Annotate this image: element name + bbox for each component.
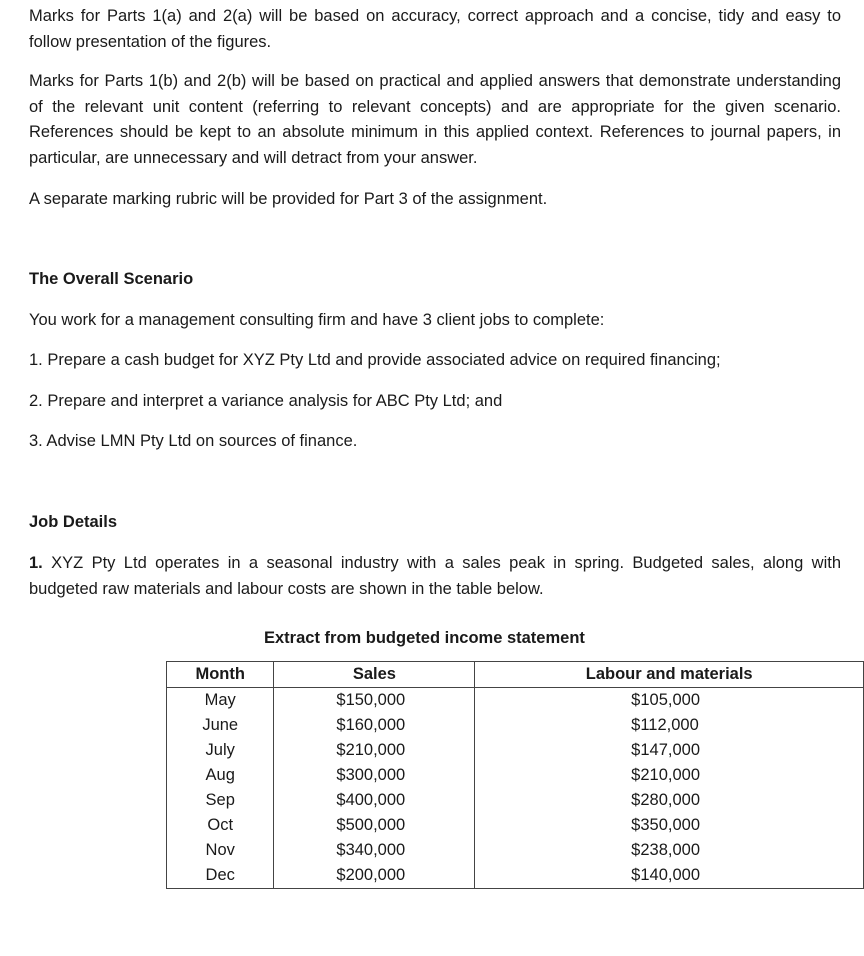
list-item: 2. Prepare and interpret a variance analysis for ABC Pty Ltd; and	[29, 391, 503, 410]
header-labour: Labour and materials	[475, 662, 864, 688]
table-row	[167, 763, 864, 788]
cell-sales	[274, 788, 475, 813]
marks-paragraph-2: Marks for Parts 1(b) and 2(b) will be based on practical and applied answers that demonstrate understanding of the relevant unit content (referring to relevant concepts) and are appropriate for the given scenario. References should be kept to an absolute minimum in this applied context. References to journal papers, in particular, are unnecessary and will detract from your answer.	[29, 72, 841, 167]
labour-value: $350,000	[631, 816, 700, 834]
sales-value: $340,000	[336, 841, 406, 859]
sales-value: $210,000	[336, 741, 406, 759]
table-header-row	[167, 662, 864, 688]
cell-sales	[274, 688, 475, 714]
labour-value: $112,000	[631, 716, 699, 734]
labour-value: $105,000	[631, 691, 700, 709]
job1-number: 1.	[29, 554, 43, 572]
marks-paragraph-1: Marks for Parts 1(a) and 2(a) will be based on accuracy, correct approach and a concise, tidy and easy to follow presentation of the figures.	[29, 7, 841, 51]
table-row	[167, 688, 864, 714]
sales-value: $160,000	[336, 716, 406, 734]
cell-labour	[475, 813, 864, 838]
labour-value: $140,000	[631, 866, 700, 884]
sales-value: $150,000	[336, 691, 406, 709]
cell-labour	[475, 763, 864, 788]
cell-month: Aug	[167, 763, 274, 788]
table-title: Extract from budgeted income statement	[264, 629, 585, 647]
header-month: Month	[167, 662, 274, 688]
cell-sales	[274, 813, 475, 838]
sales-value: $400,000	[336, 791, 406, 809]
sales-value: $500,000	[336, 816, 406, 834]
job-details-heading: Job Details	[29, 513, 118, 531]
cell-labour	[475, 788, 864, 813]
list-item: 3. Advise LMN Pty Ltd on sources of finance.	[29, 432, 358, 450]
cell-sales	[274, 838, 475, 863]
cell-sales	[274, 738, 475, 763]
cell-month: Nov	[167, 838, 274, 863]
cell-labour	[475, 713, 864, 738]
budget-table	[166, 661, 864, 889]
job1-text: XYZ Pty Ltd operates in a seasonal industry with a sales peak in spring. Budgeted sales, along with budgeted raw materials and labour costs are shown in the table below.	[29, 554, 841, 598]
cell-labour	[475, 838, 864, 863]
table-row	[167, 788, 864, 813]
cell-month: Sep	[167, 788, 274, 813]
scenario-intro: You work for a management consulting firm and have 3 client jobs to complete:	[29, 311, 605, 329]
sales-value: $200,000	[336, 866, 406, 884]
list-item: 1. Prepare a cash budget for XYZ Pty Ltd and provide associated advice on required financing;	[29, 351, 721, 369]
job1-paragraph	[29, 551, 841, 602]
cell-labour	[475, 863, 864, 889]
labour-value: $280,000	[631, 791, 700, 809]
table-row	[167, 713, 864, 738]
rubric-note: A separate marking rubric will be provided for Part 3 of the assignment.	[29, 190, 548, 208]
labour-value: $147,000	[631, 741, 700, 759]
cell-sales	[274, 763, 475, 788]
cell-month: Oct	[167, 813, 274, 838]
sales-value: $300,000	[336, 766, 406, 784]
labour-value: $210,000	[631, 766, 700, 784]
cell-labour	[475, 688, 864, 714]
scenario-heading: The Overall Scenario	[29, 270, 194, 288]
header-sales: Sales	[274, 662, 475, 688]
cell-labour	[475, 738, 864, 763]
scenario-list	[29, 348, 721, 470]
table-row	[167, 838, 864, 863]
table-row	[167, 813, 864, 838]
cell-month: June	[167, 713, 274, 738]
cell-month: Dec	[167, 863, 274, 889]
cell-sales	[274, 713, 475, 738]
labour-value: $238,000	[631, 841, 700, 859]
cell-month: July	[167, 738, 274, 763]
table-row	[167, 738, 864, 763]
cell-sales	[274, 863, 475, 889]
cell-month: May	[167, 688, 274, 714]
table-row	[167, 863, 864, 889]
